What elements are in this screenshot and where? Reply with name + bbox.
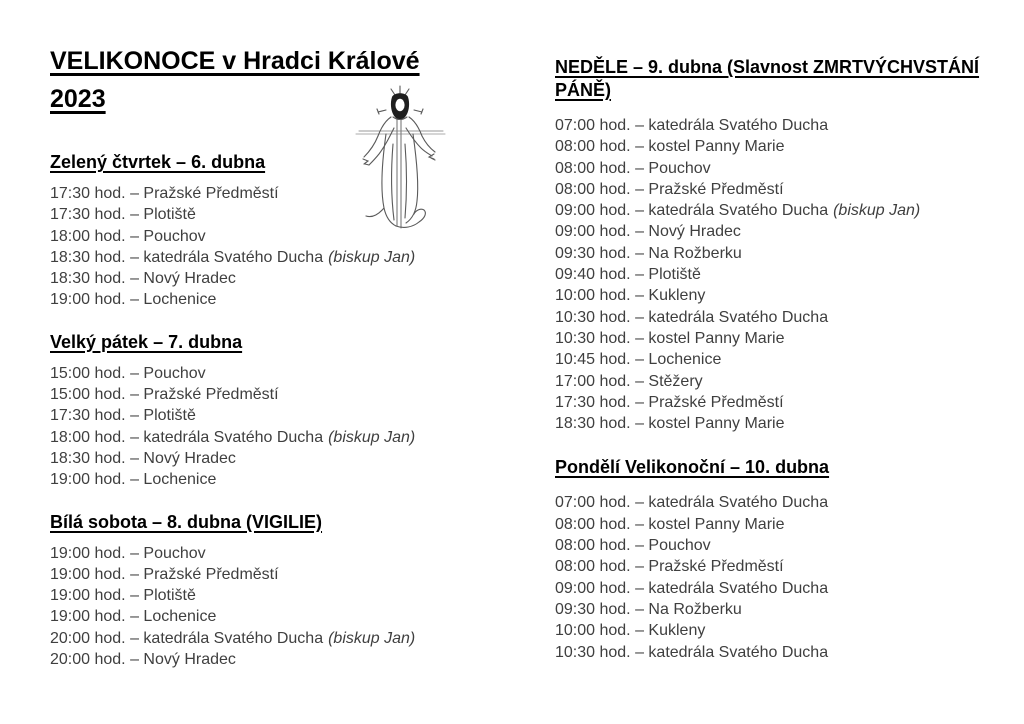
schedule-entry: [555, 349, 1024, 370]
entry-text: 19:00 hod. – Plotiště: [50, 587, 196, 605]
entry-text: 18:30 hod. – Nový Hradec: [50, 270, 236, 288]
risen-christ-illustration: [341, 84, 459, 232]
schedule-entry: [555, 115, 1024, 136]
entry-text: 07:00 hod. – katedrála Svatého Ducha: [555, 494, 829, 512]
schedule-entry: [555, 264, 1024, 285]
entry-text: 17:30 hod. – Plotiště: [50, 407, 196, 425]
section-heading-zeleny-ctvrtek: Zelený čtvrtek – 6. dubna: [50, 152, 266, 172]
entry-text: 18:30 hod. – kostel Panny Marie: [555, 415, 785, 433]
schedule-list-pondeli: [555, 492, 1024, 662]
entry-text: 08:00 hod. – Pražské Předměstí: [555, 558, 784, 576]
entry-text: 08:00 hod. – Pražské Předměstí: [555, 180, 784, 198]
entry-text: 09:00 hod. – katedrála Svatého Ducha: [555, 202, 829, 220]
schedule-entry: [50, 268, 480, 289]
section-heading-bila-sobota: Bílá sobota – 8. dubna (VIGILIE): [50, 511, 323, 532]
entry-text: 09:00 hod. – Nový Hradec: [555, 223, 741, 241]
schedule-entry: [50, 427, 480, 448]
schedule-entry: [555, 307, 1024, 328]
schedule-entry: [50, 289, 480, 310]
schedule-entry: [555, 179, 1024, 200]
entry-text: 17:00 hod. – Stěžery: [555, 372, 703, 390]
entry-text: 08:00 hod. – kostel Panny Marie: [555, 138, 785, 156]
right-column: [555, 56, 1024, 663]
schedule-entry: [555, 578, 1024, 599]
schedule-entry: [50, 247, 480, 268]
schedule-entry: [50, 649, 480, 670]
schedule-entry: [555, 328, 1024, 349]
schedule-entry: [50, 448, 480, 469]
schedule-entry: [555, 158, 1024, 179]
schedule-entry: [555, 392, 1024, 413]
entry-note: (biskup Jan): [833, 202, 921, 220]
entry-text: 20:00 hod. – Nový Hradec: [50, 651, 236, 669]
entry-text: 18:30 hod. – Nový Hradec: [50, 449, 236, 467]
entry-text: 10:30 hod. – katedrála Svatého Ducha: [555, 643, 829, 661]
schedule-list-bila-sobota: [50, 543, 480, 671]
entry-text: 07:00 hod. – katedrála Svatého Ducha: [555, 117, 829, 134]
schedule-list-velky-patek: [50, 363, 480, 491]
section-heading-pondeli: Pondělí Velikonoční – 10. dubna: [555, 457, 830, 478]
section-nedele: [555, 56, 1024, 434]
schedule-entry: [50, 628, 480, 649]
entry-text: 19:00 hod. – Lochenice: [50, 608, 217, 626]
entry-text: 09:40 hod. – Plotiště: [555, 266, 701, 284]
schedule-entry: [555, 599, 1024, 620]
entry-text: 19:00 hod. – Pražské Předměstí: [50, 565, 279, 583]
entry-text: 17:30 hod. – Plotiště: [50, 206, 196, 224]
entry-text: 18:00 hod. – Pouchov: [50, 227, 206, 245]
section-pondeli: [555, 456, 1024, 662]
entry-text: 08:00 hod. – Pouchov: [555, 537, 711, 555]
schedule-entry: [555, 514, 1024, 535]
entry-text: 08:00 hod. – kostel Panny Marie: [555, 515, 785, 533]
schedule-entry: [50, 363, 480, 384]
entry-text: 19:00 hod. – Pouchov: [50, 544, 206, 562]
schedule-entry: [555, 200, 1024, 221]
entry-text: 10:30 hod. – kostel Panny Marie: [555, 329, 785, 347]
entry-text: 18:30 hod. – katedrála Svatého Ducha: [50, 248, 324, 266]
schedule-entry: [555, 221, 1024, 242]
schedule-list-nedele: [555, 115, 1024, 434]
entry-text: 19:00 hod. – Lochenice: [50, 471, 217, 489]
schedule-entry: [555, 371, 1024, 392]
entry-note: (biskup Jan): [328, 629, 416, 647]
section-velky-patek: [50, 331, 480, 491]
entry-text: 10:00 hod. – Kukleny: [555, 622, 706, 640]
schedule-entry: [555, 413, 1024, 434]
entry-text: 20:00 hod. – katedrála Svatého Ducha: [50, 629, 324, 647]
entry-text: 10:45 hod. – Lochenice: [555, 351, 722, 369]
schedule-entry: [555, 556, 1024, 577]
title-line-1: VELIKONOCE v Hradci Králové: [50, 47, 420, 75]
schedule-entry: [50, 606, 480, 627]
section-heading-velky-patek: Velký pátek – 7. dubna: [50, 331, 243, 352]
entry-note: (biskup Jan): [328, 428, 416, 446]
schedule-entry: [555, 620, 1024, 641]
schedule-entry: [50, 564, 480, 585]
schedule-entry: [555, 136, 1024, 157]
schedule-entry: [50, 469, 480, 490]
entry-text: 15:00 hod. – Pražské Předměstí: [50, 386, 279, 404]
entry-text: 17:30 hod. – Pražské Předměstí: [555, 393, 784, 411]
schedule-entry: [555, 642, 1024, 663]
entry-text: 09:00 hod. – katedrála Svatého Ducha: [555, 579, 829, 597]
entry-text: 09:30 hod. – Na Rožberku: [555, 244, 742, 262]
schedule-entry: [50, 585, 480, 606]
entry-text: 10:30 hod. – katedrála Svatého Ducha: [555, 308, 829, 326]
entry-text: 09:30 hod. – Na Rožberku: [555, 600, 742, 618]
entry-text: 17:30 hod. – Pražské Předměstí: [50, 185, 279, 202]
section-bila-sobota: [50, 511, 480, 671]
title-line-2: 2023: [50, 85, 106, 113]
schedule-entry: [555, 243, 1024, 264]
schedule-entry: [555, 535, 1024, 556]
entry-text: 10:00 hod. – Kukleny: [555, 287, 706, 305]
entry-text: 08:00 hod. – Pouchov: [555, 159, 711, 177]
title-row-1: [50, 42, 480, 80]
entry-note: (biskup Jan): [328, 248, 416, 266]
section-heading-nedele: NEDĚLE – 9. dubna (Slavnost ZMRTVÝCHVSTÁNÍ PÁNĚ): [555, 57, 980, 100]
schedule-entry: [50, 405, 480, 426]
entry-text: 19:00 hod. – Lochenice: [50, 291, 217, 309]
schedule-entry: [50, 543, 480, 564]
schedule-entry: [50, 384, 480, 405]
entry-text: 15:00 hod. – Pouchov: [50, 364, 206, 382]
schedule-entry: [555, 492, 1024, 513]
entry-text: 18:00 hod. – katedrála Svatého Ducha: [50, 428, 324, 446]
schedule-entry: [555, 285, 1024, 306]
